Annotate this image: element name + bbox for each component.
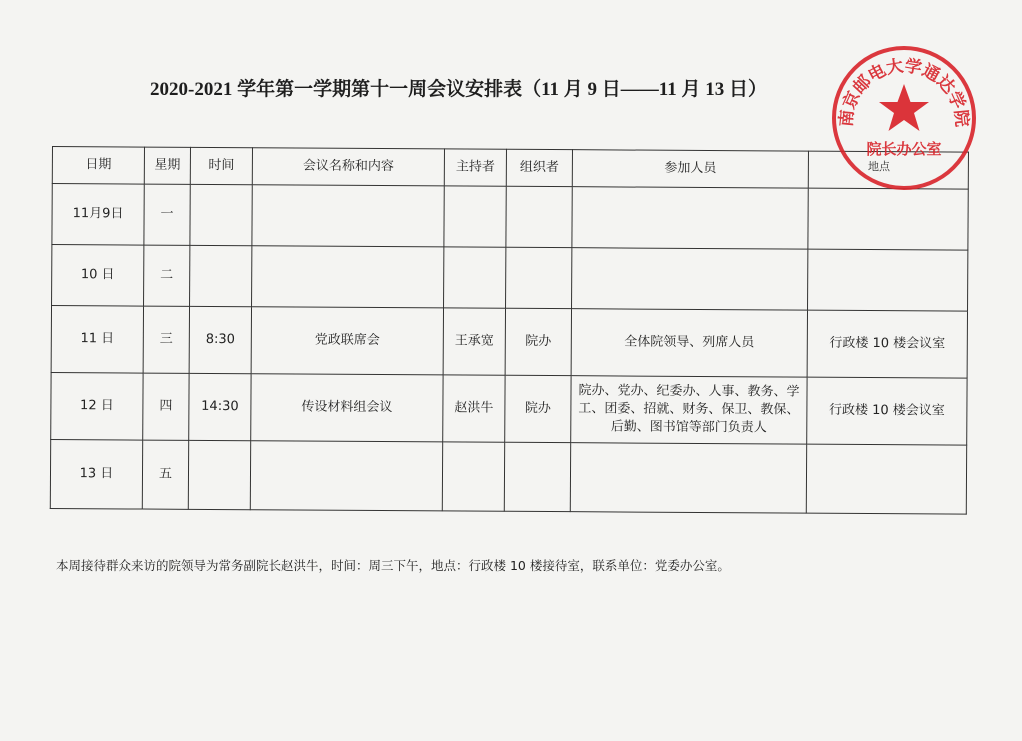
table-row [50, 439, 966, 514]
cell-location [808, 249, 968, 311]
cell-organizer [506, 186, 572, 247]
cell-date: 11月9日 [52, 184, 144, 246]
cell-attendees: 院办、党办、纪委办、人事、教务、学工、团委、招就、财务、保卫、教保、后勤、图书馆等部门负责人 [571, 376, 807, 444]
table-row [52, 245, 968, 312]
cell-organizer [506, 247, 572, 308]
cell-location [808, 188, 968, 250]
header-attendees: 参加人员 [572, 150, 808, 188]
cell-meeting [252, 185, 444, 247]
cell-time: 8:30 [189, 306, 251, 373]
cell-organizer: 院办 [505, 308, 571, 375]
cell-host: 赵洪牛 [443, 375, 505, 442]
cell-weekday: 四 [143, 373, 189, 440]
cell-meeting [252, 246, 444, 308]
cell-attendees [572, 187, 808, 249]
cell-meeting [250, 441, 442, 511]
cell-attendees: 全体院领导、列席人员 [571, 309, 807, 377]
cell-location [806, 444, 966, 514]
cell-date: 10 日 [52, 245, 144, 307]
header-meeting: 会议名称和内容 [252, 148, 444, 186]
cell-attendees [572, 248, 808, 310]
cell-date: 13 日 [50, 439, 142, 509]
header-location-label: 地点 [868, 160, 890, 173]
cell-location: 行政楼 10 楼会议室 [807, 310, 967, 378]
cell-weekday: 五 [142, 440, 188, 509]
cell-attendees [570, 443, 806, 513]
cell-meeting: 传设材料组会议 [251, 374, 443, 442]
footer-note: 本周接待群众来访的院领导为常务副院长赵洪牛，时间：周三下午，地点：行政楼 10 楼接待室，联系单位：党委办公室。 [56, 558, 730, 573]
cell-organizer [504, 442, 570, 511]
cell-time: 14:30 [189, 373, 251, 440]
cell-organizer: 院办 [505, 375, 571, 442]
header-date: 日期 [52, 147, 144, 185]
cell-weekday: 一 [144, 184, 190, 245]
cell-date: 12 日 [51, 372, 143, 440]
cell-host [444, 186, 506, 247]
meeting-schedule-table [50, 146, 969, 515]
cell-weekday: 二 [144, 245, 190, 306]
cell-host [444, 247, 506, 308]
seal-center-text: 院长办公室 [866, 140, 942, 158]
star-icon [879, 84, 929, 131]
official-seal [828, 42, 980, 194]
cell-host: 王承宽 [443, 308, 505, 375]
cell-time [188, 440, 250, 509]
cell-time [190, 245, 252, 306]
cell-weekday: 三 [143, 306, 189, 373]
header-weekday: 星期 [144, 147, 190, 184]
cell-host [442, 442, 504, 511]
cell-time [190, 184, 252, 245]
cell-meeting: 党政联席会 [251, 307, 443, 375]
table-row [51, 372, 967, 445]
cell-date: 11 日 [51, 306, 143, 374]
seal-text: 南京邮电大学通达学院 [836, 56, 972, 128]
table-row [51, 306, 967, 379]
cell-location: 行政楼 10 楼会议室 [807, 377, 967, 445]
header-host: 主持者 [444, 149, 506, 186]
header-time: 时间 [190, 147, 252, 184]
header-organizer: 组织者 [506, 149, 572, 186]
page-title: 2020-2021 学年第一学期第十一周会议安排表（11 月 9 日——11 月 13 日） [150, 79, 767, 100]
